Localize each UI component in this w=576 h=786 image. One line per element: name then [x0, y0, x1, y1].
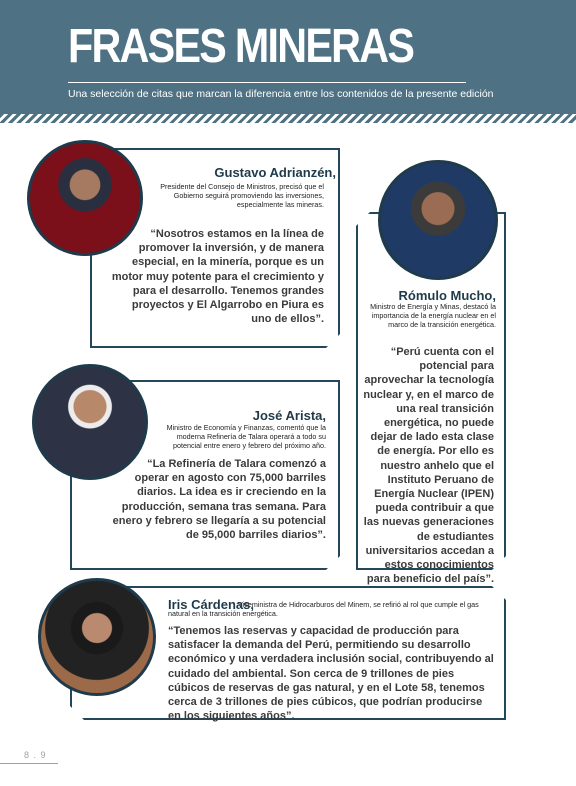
speaker-role: Ministro de Energía y Minas, destacó la importancia de la energía nuclear en el marco de la transición energética.	[370, 302, 496, 330]
page-number: 8 . 9	[24, 750, 47, 760]
page-rule	[0, 763, 58, 764]
speaker-quote: “Perú cuenta con el potencial para aprovechar la tecnología nuclear y, en el marco de una real transición energética, no puede dejar de lado esta clase de energía. Por ello es nuestro anhelo que el Instituto Peruano de Energía Nuclear (IPEN) pueda contribuir a que las nuevas generaciones de estudiantes universitarios accedan a estos conocimientos para beneficio del país”.	[363, 346, 494, 586]
page-subtitle: Una selección de citas que marcan la diferencia entre los contenidos de la presente edición	[68, 88, 494, 100]
portrait-cardenas	[38, 578, 156, 696]
speaker-quote: “Tenemos las reservas y capacidad de producción para satisfacer la demanda del Perú, permitiendo su desarrollo económico y una verdadera inclusión social, contribuyendo al cuidado del ambiental. Son cerca de 9 trillones de pies cúbicos de reservas de gas natural, y en el Lote 58, tenemos cerca de 3 trillones de pies cúbicos, que podrían producirse en los siguientes años”.	[168, 625, 494, 723]
speaker-quote: “La Refinería de Talara comenzó a operar en agosto con 75,000 barriles diarios. La idea es ir creciendo en la producción, semana tras semana. Para enero y febrero se llegaría a su potencial de 95,000 barriles diarios”.	[112, 458, 326, 542]
title-rule	[68, 82, 466, 83]
page-title: FRASES MINERAS	[68, 20, 414, 73]
speaker-name: Rómulo Mucho,	[398, 288, 496, 303]
speaker-name: Gustavo Adrianzén,	[214, 165, 336, 180]
header-stripes	[0, 114, 576, 123]
speaker-role: Ministro de Economía y Finanzas, comentó que la moderna Refinería de Talara operará a todo su potencial entre enero y febrero del próximo año.	[166, 423, 326, 451]
speaker-role: Viceministra de Hidrocarburos del Minem, se refirió al rol que cumple el gas natural en la transición energética.	[168, 600, 479, 619]
speaker-name: José Arista,	[252, 408, 326, 423]
speaker-name: Iris Cárdenas,	[168, 597, 254, 612]
speaker-quote: “Nosotros estamos en la línea de promover la inversión, y de manera especial, en la minería, porque es un motor muy potente para el crecimiento y para el desarrollo. Tenemos grandes proyectos y El Algarrobo en Piura es uno de ellos”.	[111, 228, 324, 326]
speaker-role: Presidente del Consejo de Ministros, precisó que el Gobierno seguirá promoviendo las inversiones, especialmente las mineras.	[160, 182, 324, 210]
portrait-mucho	[378, 160, 498, 280]
